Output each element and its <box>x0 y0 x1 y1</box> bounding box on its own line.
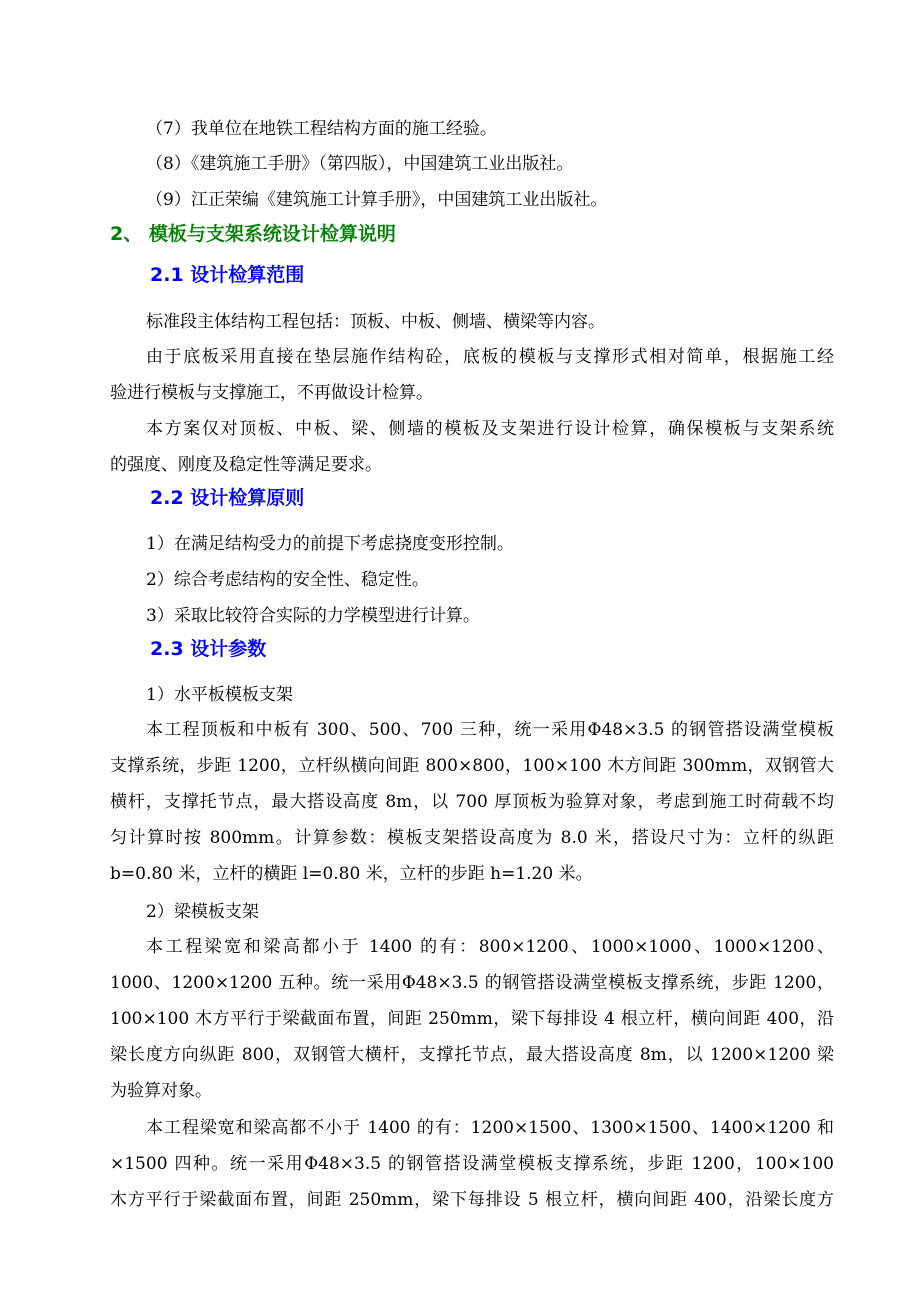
beam-support-p1-line-5: 为验算对象。 <box>110 1081 212 1101</box>
slab-support-line-2: 支撑系统，步距 1200，立杆纵横向间距 800×800，100×100 木方间距 300mm，双钢管大 <box>110 756 834 776</box>
slab-support-line-1: 本工程顶板和中板有 300、500、700 三种，统一采用Φ48×3.5 的钢管搭设满堂模板 <box>146 720 834 740</box>
principle-item-3: 3）采取比较符合实际的力学模型进行计算。 <box>146 606 480 626</box>
section-2-3-heading: 2.3 设计参数 <box>150 638 267 660</box>
paragraph-scope: 标准段主体结构工程包括：顶板、中板、侧墙、横梁等内容。 <box>146 312 605 332</box>
reference-item-7: （7）我单位在地铁工程结构方面的施工经验。 <box>146 119 497 139</box>
paragraph-bottom-slab-line-2: 验进行模板与支撑施工，不再做设计检算。 <box>110 383 433 403</box>
beam-support-p2-line-2: ×1500 四种。统一采用Φ48×3.5 的钢管搭设满堂模板支撑系统，步距 1200，100×100 <box>110 1154 834 1174</box>
reference-item-8: （8）《建筑施工手册》（第四版），中国建筑工业出版社。 <box>146 154 574 174</box>
paragraph-scheme-line-2: 的强度、刚度及稳定性等满足要求。 <box>110 455 382 475</box>
principle-item-1: 1）在满足结构受力的前提下考虑挠度变形控制。 <box>146 534 514 554</box>
paragraph-bottom-slab-line-1: 由于底板采用直接在垫层施作结构砼，底板的模板与支撑形式相对简单，根据施工经 <box>146 347 834 367</box>
beam-support-p1-line-2: 1000、1200×1200 五种。统一采用Φ48×3.5 的钢管搭设满堂模板支撑系统，步距 1200， <box>110 973 834 993</box>
beam-support-p2-line-3: 木方平行于梁截面布置，间距 250mm，梁下每排设 5 根立杆，横向间距 400，沿梁长度方 <box>110 1190 834 1210</box>
beam-support-p1-line-1: 本工程梁宽和梁高都小于 1400 的有：800×1200、1000×1000、1000×1200、 <box>146 937 834 957</box>
beam-support-p2-line-1: 本工程梁宽和梁高都不小于 1400 的有：1200×1500、1300×1500、1400×1200 和 <box>146 1118 834 1138</box>
principle-item-2: 2）综合考虑结构的安全性、稳定性。 <box>146 570 429 590</box>
paragraph-scheme-line-1: 本方案仅对顶板、中板、梁、侧墙的模板及支架进行设计检算，确保模板与支架系统 <box>146 419 834 439</box>
section-2-1-heading: 2.1 设计检算范围 <box>150 264 305 286</box>
slab-support-line-3: 横杆，支撑托节点，最大搭设高度 8m，以 700 厚顶板为验算对象，考虑到施工时荷载不均 <box>110 792 834 812</box>
beam-support-p1-line-3: 100×100 木方平行于梁截面布置，间距 250mm，梁下每排设 4 根立杆，横向间距 400，沿 <box>110 1009 834 1029</box>
slab-support-line-4: 匀计算时按 800mm。计算参数：模板支架搭设高度为 8.0 米，搭设尺寸为：立杆的纵距 <box>110 828 834 848</box>
subsection-slab-support-title: 1）水平板模板支架 <box>146 685 293 705</box>
section-2-2-heading: 2.2 设计检算原则 <box>150 487 305 509</box>
subsection-beam-support-title: 2）梁模板支架 <box>146 902 259 922</box>
slab-support-line-5: b=0.80 米，立杆的横距 l=0.80 米，立杆的步距 h=1.20 米。 <box>110 864 593 884</box>
beam-support-p1-line-4: 梁长度方向纵距 800，双钢管大横杆，支撑托节点，最大搭设高度 8m，以 1200×1200 梁 <box>110 1045 834 1065</box>
reference-item-9: （9）江正荣编《建筑施工计算手册》，中国建筑工业出版社。 <box>146 190 608 210</box>
section-2-heading: 2、 模板与支架系统设计检算说明 <box>110 223 396 245</box>
